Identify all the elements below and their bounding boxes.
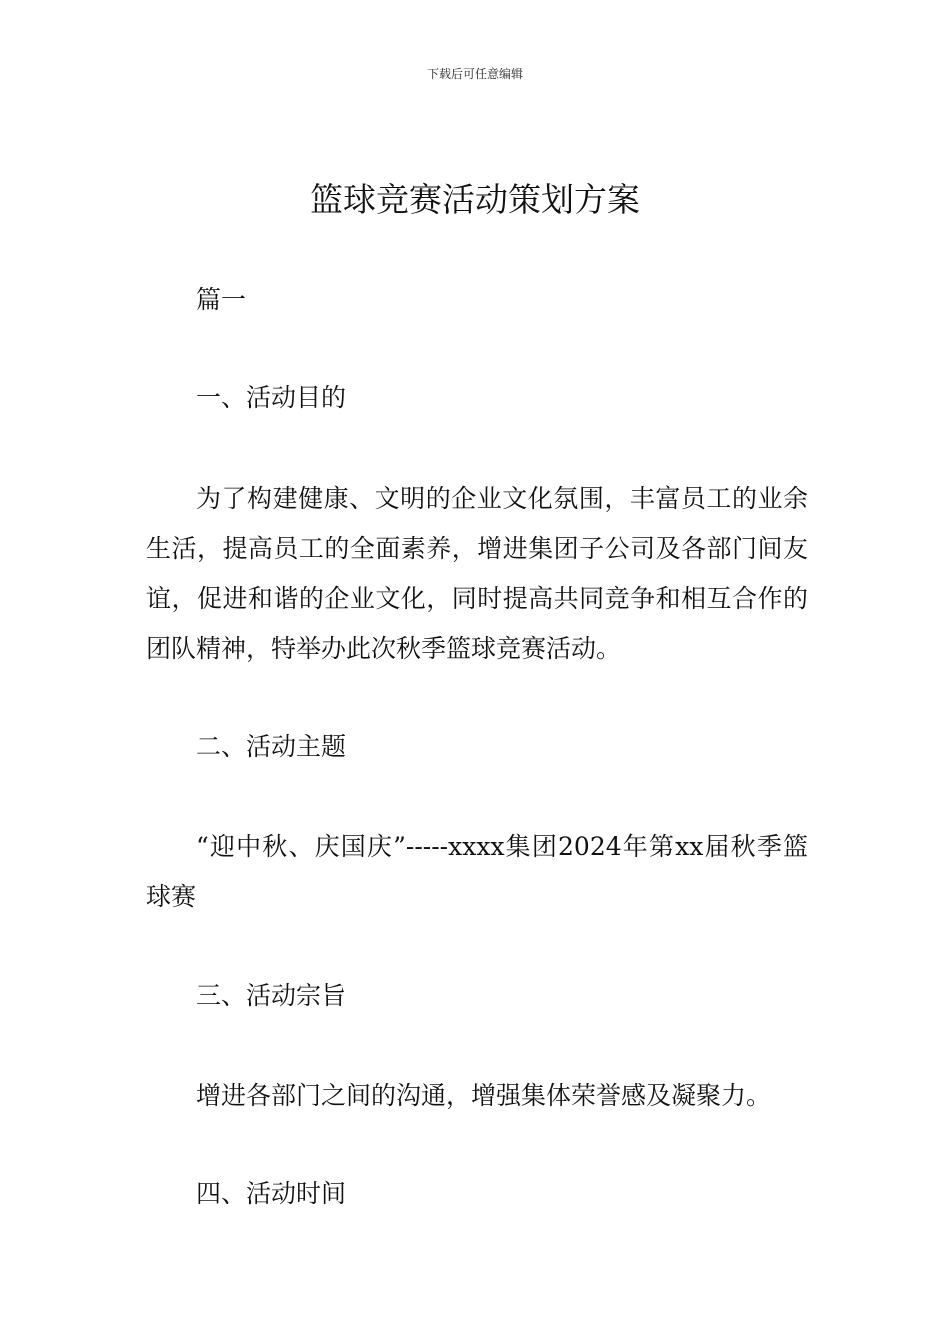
section-heading-theme: 二、活动主题 [196, 732, 347, 761]
section-heading-aim: 三、活动宗旨 [196, 981, 347, 1010]
header-note: 下载后可任意编辑 [426, 67, 523, 81]
document-title: 篮球竞赛活动策划方案 [310, 180, 640, 219]
part-label: 篇一 [196, 285, 247, 314]
section-body-aim: 增进各部门之间的沟通，增强集体荣誉感及凝聚力。 [196, 1081, 772, 1110]
section-body-theme: “迎中秋、庆国庆”-----xxxx集团2024年第xx届秋季篮球赛 [146, 832, 808, 911]
section-body-purpose: 为了构建健康、文明的企业文化氛围，丰富员工的业余生活，提高员工的全面素养，增进集团子公司及各部门间友谊，促进和谐的企业文化，同时提高共同竞争和相互合作的团队精神，特举办此次秋季篮球竞赛活动。 [146, 484, 808, 663]
section-heading-time: 四、活动时间 [196, 1179, 347, 1208]
section-heading-purpose: 一、活动目的 [196, 383, 347, 412]
